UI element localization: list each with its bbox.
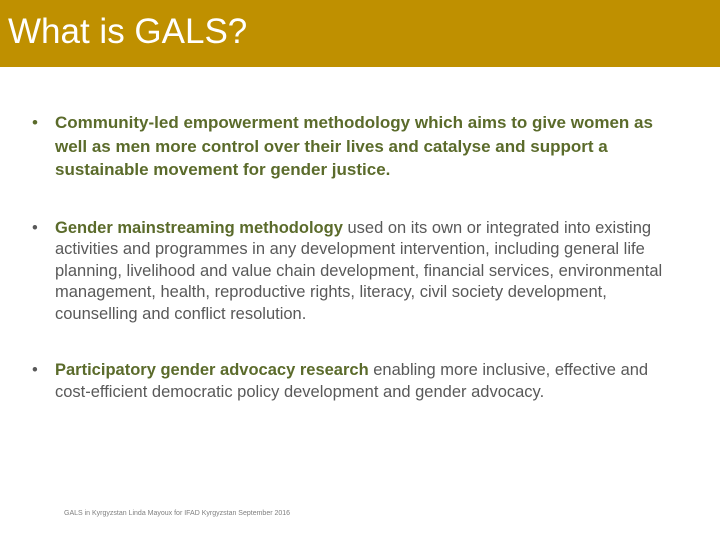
bullet-lead: Gender mainstreaming methodology [55,218,343,237]
bullet-text: enabling more inclusive, effective and cost-efficient democratic policy development and gender advocacy. [55,361,649,401]
bullet-item [32,360,672,403]
bullet-marker: • [32,361,38,379]
bullet-marker: • [32,218,38,237]
bullet-item [32,111,672,182]
bullet-marker: • [32,113,38,132]
bullet-list [32,111,672,403]
footer-note: GALS in Kyrgyzstan Linda Mayoux for IFAD Kyrgyzstan September 2016 [64,510,291,517]
slide-title: What is GALS? [8,12,248,51]
title-bar [0,0,720,67]
bullet-text: Community-led empowerment methodology which aims to give women as well as men more control over their lives and catalyse and support a sustainable movement for gender justice. [55,113,653,179]
bullet-text: used on its own or integrated into existing activities and programmes in any development intervention, including general life planning, livelihood and value chain development, financial services, environmental management, health, reproductive rights, literacy, civil society development, counselling and conflict resolution. [55,218,663,323]
bullet-item [32,218,672,326]
bullet-lead: Participatory gender advocacy research [55,361,369,379]
